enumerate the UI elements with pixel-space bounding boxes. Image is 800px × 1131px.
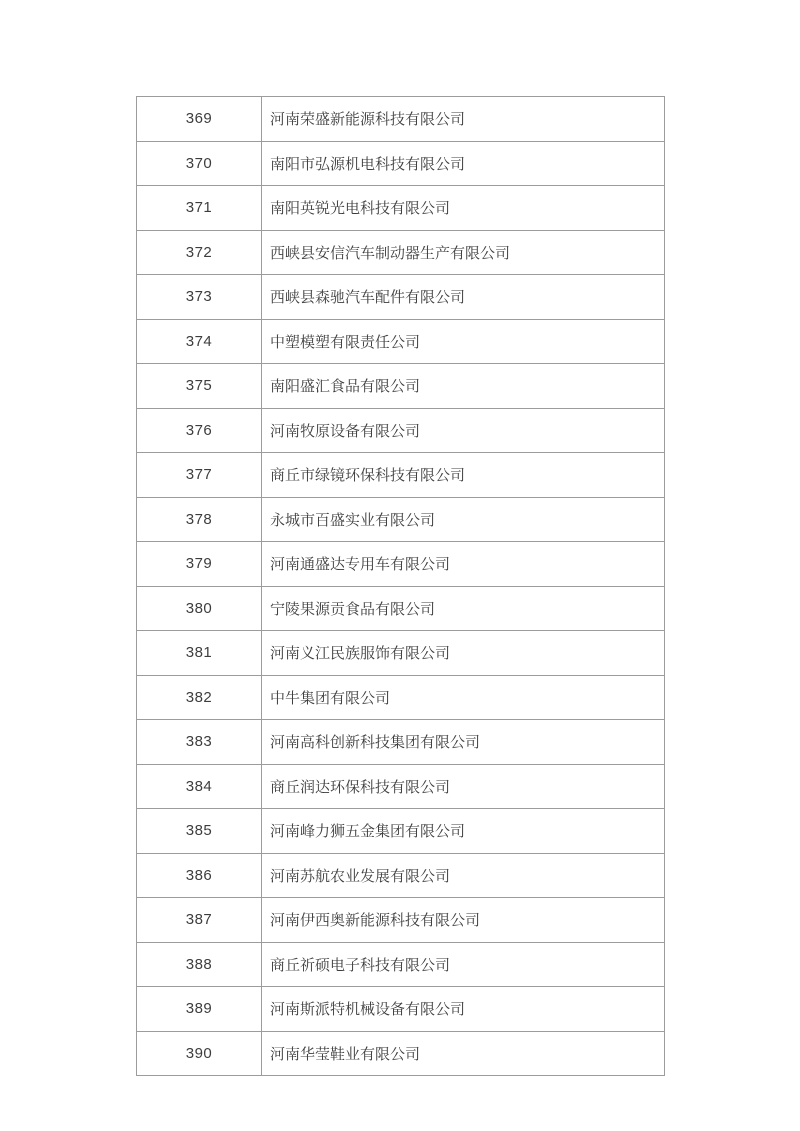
- table-row: [137, 542, 665, 587]
- company-name-cell: 河南斯派特机械设备有限公司: [262, 987, 665, 1032]
- table-row: [137, 186, 665, 231]
- row-number-cell: 388: [137, 942, 262, 987]
- company-name-cell: 河南通盛达专用车有限公司: [262, 542, 665, 587]
- company-name-cell: 中塑模塑有限责任公司: [262, 319, 665, 364]
- table-row: [137, 1031, 665, 1076]
- company-name-cell: 河南高科创新科技集团有限公司: [262, 720, 665, 765]
- company-name-cell: 宁陵果源贡食品有限公司: [262, 586, 665, 631]
- table-row: [137, 364, 665, 409]
- row-number-cell: 370: [137, 141, 262, 186]
- table-row: [137, 97, 665, 142]
- company-name-cell: 河南伊西奥新能源科技有限公司: [262, 898, 665, 943]
- table-row: [137, 230, 665, 275]
- table-row: [137, 631, 665, 676]
- table-row: [137, 720, 665, 765]
- company-name-cell: 南阳盛汇食品有限公司: [262, 364, 665, 409]
- table-row: [137, 453, 665, 498]
- company-name-cell: 河南义江民族服饰有限公司: [262, 631, 665, 676]
- row-number-cell: 379: [137, 542, 262, 587]
- table-row: [137, 497, 665, 542]
- table-row: [137, 319, 665, 364]
- table-row: [137, 141, 665, 186]
- row-number-cell: 380: [137, 586, 262, 631]
- company-name-cell: 商丘市绿镜环保科技有限公司: [262, 453, 665, 498]
- company-name-cell: 西峡县安信汽车制动器生产有限公司: [262, 230, 665, 275]
- row-number-cell: 390: [137, 1031, 262, 1076]
- table-row: [137, 408, 665, 453]
- row-number-cell: 389: [137, 987, 262, 1032]
- table-row: [137, 898, 665, 943]
- table-row: [137, 675, 665, 720]
- table-row: [137, 809, 665, 854]
- row-number-cell: 374: [137, 319, 262, 364]
- company-name-cell: 商丘祈硕电子科技有限公司: [262, 942, 665, 987]
- company-name-cell: 商丘润达环保科技有限公司: [262, 764, 665, 809]
- company-name-cell: 河南华莹鞋业有限公司: [262, 1031, 665, 1076]
- table-row: [137, 586, 665, 631]
- company-name-cell: 南阳英锐光电科技有限公司: [262, 186, 665, 231]
- table-row: [137, 275, 665, 320]
- row-number-cell: 381: [137, 631, 262, 676]
- row-number-cell: 377: [137, 453, 262, 498]
- row-number-cell: 378: [137, 497, 262, 542]
- row-number-cell: 382: [137, 675, 262, 720]
- row-number-cell: 386: [137, 853, 262, 898]
- row-number-cell: 383: [137, 720, 262, 765]
- row-number-cell: 369: [137, 97, 262, 142]
- company-name-cell: 河南峰力狮五金集团有限公司: [262, 809, 665, 854]
- company-name-cell: 南阳市弘源机电科技有限公司: [262, 141, 665, 186]
- row-number-cell: 376: [137, 408, 262, 453]
- row-number-cell: 371: [137, 186, 262, 231]
- company-name-cell: 西峡县森驰汽车配件有限公司: [262, 275, 665, 320]
- row-number-cell: 375: [137, 364, 262, 409]
- table-row: [137, 853, 665, 898]
- row-number-cell: 385: [137, 809, 262, 854]
- row-number-cell: 373: [137, 275, 262, 320]
- row-number-cell: 372: [137, 230, 262, 275]
- table-row: [137, 764, 665, 809]
- company-name-cell: 永城市百盛实业有限公司: [262, 497, 665, 542]
- row-number-cell: 384: [137, 764, 262, 809]
- company-name-cell: 河南苏航农业发展有限公司: [262, 853, 665, 898]
- company-name-cell: 中牛集团有限公司: [262, 675, 665, 720]
- company-table-container: [136, 96, 665, 1076]
- company-name-cell: 河南荣盛新能源科技有限公司: [262, 97, 665, 142]
- company-name-cell: 河南牧原设备有限公司: [262, 408, 665, 453]
- table-row: [137, 942, 665, 987]
- row-number-cell: 387: [137, 898, 262, 943]
- company-table-body: [137, 97, 665, 1076]
- table-row: [137, 987, 665, 1032]
- company-table: [136, 96, 665, 1076]
